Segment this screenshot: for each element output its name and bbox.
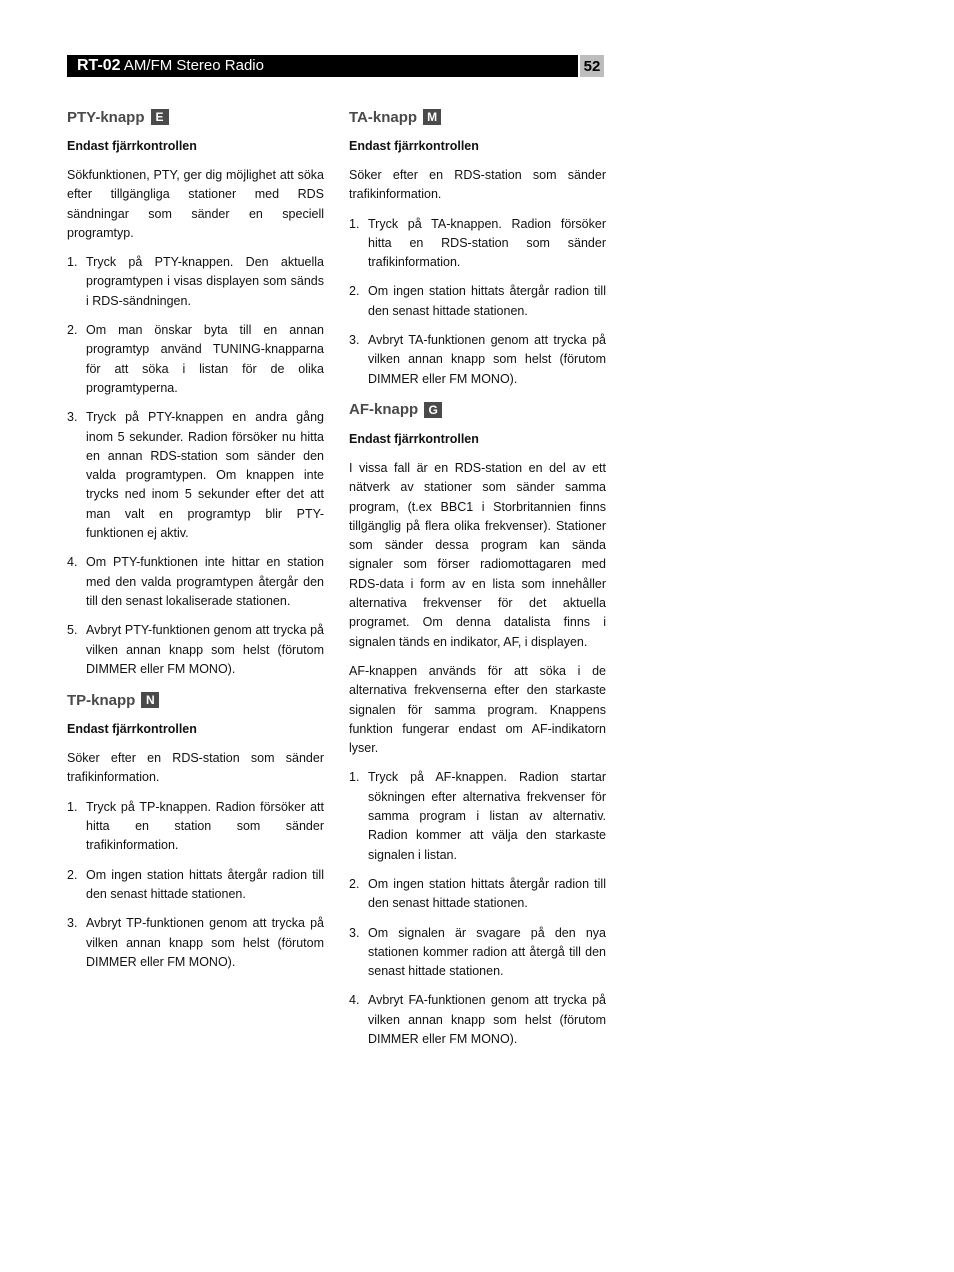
list-item bbox=[67, 866, 324, 905]
intro-paragraph: Sökfunktionen, PTY, ger dig möjlighet att söka efter tillgängliga stationer med RDS sändningar som sänder en speciell programtyp. bbox=[67, 168, 324, 240]
intro-paragraph: Söker efter en RDS-station som sänder trafikinformation. bbox=[349, 168, 606, 202]
list-item bbox=[349, 924, 606, 982]
item-number: 3. bbox=[67, 410, 78, 425]
item-number: 5. bbox=[67, 623, 78, 638]
key-badge: M bbox=[423, 109, 441, 125]
section-heading bbox=[349, 106, 606, 128]
page-header bbox=[67, 55, 578, 77]
right-column bbox=[349, 106, 606, 1059]
item-number: 3. bbox=[349, 333, 360, 348]
list-item bbox=[67, 914, 324, 972]
af-section bbox=[349, 399, 606, 1049]
steps-list bbox=[349, 768, 606, 1049]
item-text: Avbryt TP-funktionen genom att trycka på vilken annan knapp som helst (förutom DIMMER eller FM MONO). bbox=[86, 916, 324, 969]
list-item bbox=[349, 215, 606, 273]
item-text: Avbryt PTY-funktionen genom att trycka på vilken annan knapp som helst (förutom DIMMER eller FM MONO). bbox=[86, 623, 324, 676]
key-badge: G bbox=[424, 402, 442, 418]
product-title: AM/FM Stereo Radio bbox=[123, 57, 264, 74]
list-item bbox=[67, 253, 324, 311]
item-text: Om PTY-funktionen inte hittar en station med den valda programtypen återgår den till den senast lokaliserade stationen. bbox=[86, 555, 324, 608]
list-item bbox=[67, 321, 324, 398]
key-badge: E bbox=[151, 109, 169, 125]
list-item bbox=[349, 282, 606, 321]
item-text: Avbryt FA-funktionen genom att trycka på vilken annan knapp som helst (förutom DIMMER eller FM MONO). bbox=[368, 993, 606, 1046]
item-number: 4. bbox=[349, 993, 360, 1008]
item-number: 3. bbox=[67, 916, 78, 931]
list-item bbox=[67, 553, 324, 611]
item-text: Om ingen station hittats återgår radion till den senast hittade stationen. bbox=[368, 876, 606, 911]
item-number: 2. bbox=[349, 284, 360, 299]
item-number: 2. bbox=[67, 867, 78, 882]
sub-heading: Endast fjärrkontrollen bbox=[67, 722, 197, 737]
section-heading-text: TP-knapp bbox=[67, 691, 136, 709]
item-text: Om ingen station hittats återgår radion till den senast hittade stationen. bbox=[86, 867, 324, 901]
key-badge: N bbox=[141, 692, 159, 708]
list-item bbox=[349, 331, 606, 389]
item-number: 2. bbox=[67, 323, 78, 338]
item-number: 4. bbox=[67, 555, 78, 570]
section-heading-text: PTY-knapp bbox=[67, 108, 145, 126]
item-number: 1. bbox=[67, 255, 78, 270]
pty-section bbox=[67, 106, 324, 679]
item-number: 3. bbox=[349, 925, 360, 940]
tp-section bbox=[67, 689, 324, 972]
left-column bbox=[67, 106, 324, 982]
section-heading bbox=[67, 106, 324, 128]
section-heading bbox=[67, 689, 324, 711]
item-number: 1. bbox=[67, 799, 78, 814]
intro-paragraph: I vissa fall är en RDS-station en del av ett nätverk av stationer som sänder samma program, (t.ex BBC1 i Storbritannien finns tillgänglig på flera olika frekvenser). Stationer som sänder dessa program kan sända signaler som förser radiomottagaren med RDS-data i form av en lista som innehåller alternativa frekvenser för det aktuella programet. Om denna datalista finns i signalen tänds en indikator, AF, i displayen. bbox=[349, 460, 606, 649]
item-text: Avbryt TA-funktionen genom att trycka på vilken annan knapp som helst (förutom DIMMER eller FM MONO). bbox=[368, 333, 606, 386]
list-item bbox=[349, 991, 606, 1049]
intro-paragraph: Söker efter en RDS-station som sänder trafikinformation. bbox=[67, 751, 324, 785]
sub-heading: Endast fjärrkontrollen bbox=[349, 431, 479, 446]
item-text: Om signalen är svagare på den nya stationen kommer radion att återgå till den senast hittade stationen. bbox=[368, 925, 606, 979]
item-text: Tryck på PTY-knappen en andra gång inom 5 sekunder. Radion försöker nu hitta en annan RDS-station som sänder den valda programtypen. Om knappen inte trycks ned inom 5 sekunder efter det att man valt en programtyp blir PTY-funktionen ej aktiv. bbox=[86, 410, 324, 541]
list-item bbox=[67, 798, 324, 856]
steps-list bbox=[67, 798, 324, 972]
list-item bbox=[67, 408, 324, 543]
sub-heading: Endast fjärrkontrollen bbox=[349, 139, 479, 153]
list-item bbox=[349, 768, 606, 864]
header-title bbox=[67, 57, 264, 75]
sub-heading: Endast fjärrkontrollen bbox=[67, 139, 197, 153]
item-text: Om man önskar byta till en annan programtyp använd TUNING-knapparna för att söka i listan för de olika programtyperna. bbox=[86, 323, 324, 395]
model-name: RT-02 bbox=[77, 57, 121, 74]
item-text: Tryck på AF-knappen. Radion startar sökningen efter alternativa frekvenser för samma program i listan av alternativ. Radion kommer att välja den starkaste signalen i listan. bbox=[368, 770, 606, 862]
item-number: 1. bbox=[349, 770, 360, 785]
item-text: Om ingen station hittats återgår radion till den senast hittade stationen. bbox=[368, 284, 606, 318]
item-number: 1. bbox=[349, 216, 360, 231]
item-number: 2. bbox=[349, 876, 360, 891]
list-item bbox=[349, 875, 606, 914]
item-text: Tryck på PTY-knappen. Den aktuella programtypen i visas displayen som sänds i RDS-sändningen. bbox=[86, 255, 324, 308]
section-heading-text: AF-knapp bbox=[349, 401, 419, 419]
section-heading bbox=[349, 399, 606, 421]
second-paragraph: AF-knappen används för att söka i de alternativa frekvenserna efter den starkaste signalen för samma program. Knappens funktion fungerar endast om AF-indikatorn lyser. bbox=[349, 663, 606, 756]
ta-section bbox=[349, 106, 606, 389]
item-text: Tryck på TA-knappen. Radion försöker hitta en RDS-station som sänder trafikinformation. bbox=[368, 216, 606, 270]
section-heading-text: TA-knapp bbox=[349, 108, 418, 126]
item-text: Tryck på TP-knappen. Radion försöker att hitta en station som sänder trafikinformation. bbox=[86, 799, 324, 853]
steps-list bbox=[349, 215, 606, 389]
page-number: 52 bbox=[580, 55, 604, 77]
list-item bbox=[67, 621, 324, 679]
steps-list bbox=[67, 253, 324, 679]
